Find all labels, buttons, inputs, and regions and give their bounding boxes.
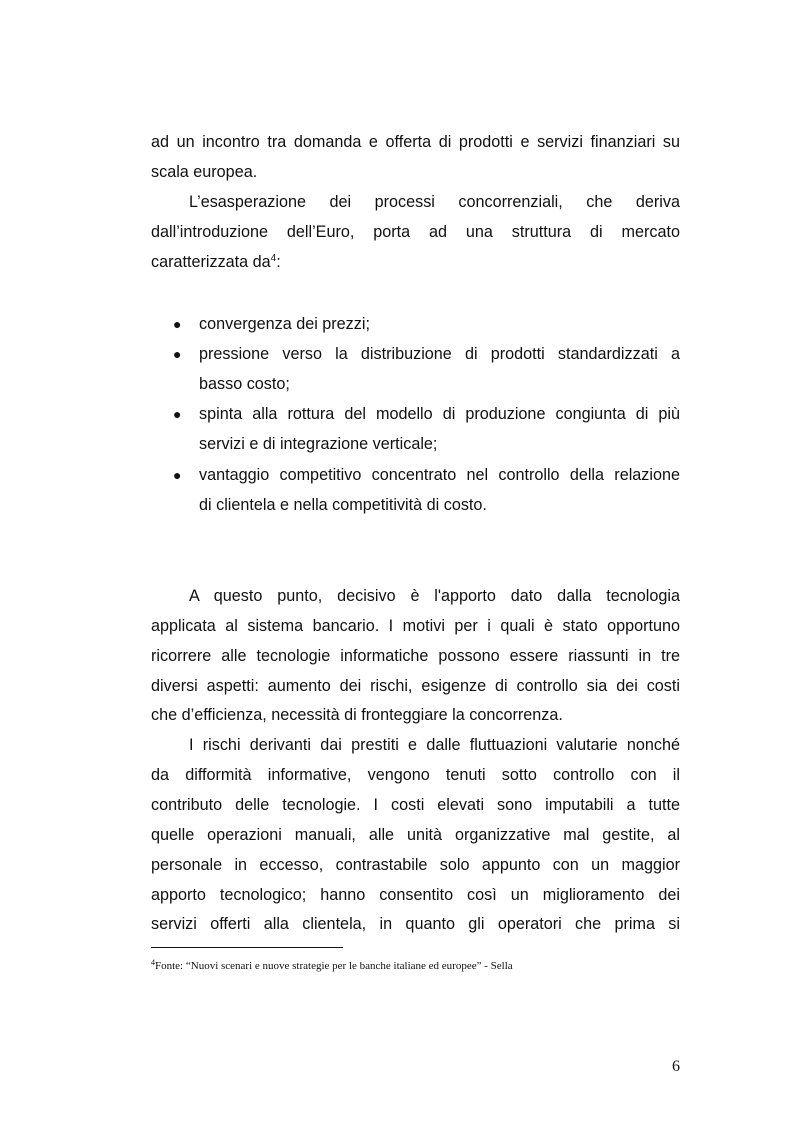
- footnote-text: Fonte: “Nuovi scenari e nuove strategie per le banche italiane ed europee” - Sella: [155, 960, 513, 972]
- paragraph-line: quelle operazioni manuali, alle unità organizzative mal gestite, al: [151, 826, 680, 844]
- footnote-separator: [151, 947, 343, 948]
- paragraph-line: [151, 247, 680, 277]
- paragraph-line: contributo delle tecnologie. I costi elevati sono imputabili a tutte: [151, 796, 680, 814]
- list-item-continuation: servizi e di integrazione verticale;: [199, 435, 438, 453]
- paragraph-text: caratterizzata da: [151, 253, 271, 271]
- paragraph-line: diversi aspetti: aumento dei rischi, esigenze di controllo sia dei costi: [151, 677, 680, 695]
- paragraph-line: che d’efficienza, necessità di fronteggiare la concorrenza.: [151, 706, 563, 724]
- paragraph-line: da difformità informative, vengono tenuti sotto controllo con il: [151, 766, 680, 784]
- footnote-number: 4: [151, 958, 155, 967]
- paragraph-line: apporto tecnologico; hanno consentito così un miglioramento dei: [151, 886, 680, 904]
- paragraph-line: applicata al sistema bancario. I motivi per i quali è stato opportuno: [151, 617, 680, 635]
- paragraph-line: personale in eccesso, contrastabile solo appunto con un maggior: [151, 856, 680, 874]
- list-item: spinta alla rottura del modello di produzione congiunta di più: [199, 405, 680, 423]
- paragraph-line: servizi offerti alla clientela, in quanto gli operatori che prima si: [151, 915, 680, 933]
- bullet-icon: ●: [173, 467, 182, 483]
- list-item-continuation: di clientela e nella competitività di costo.: [199, 496, 487, 514]
- list-item-continuation: basso costo;: [199, 375, 290, 393]
- page-number: 6: [672, 1058, 680, 1075]
- paragraph-punctuation: :: [276, 253, 281, 271]
- footnote: [151, 958, 680, 974]
- paragraph-line: ad un incontro tra domanda e offerta di prodotti e servizi finanziari su: [151, 133, 680, 151]
- paragraph-line: I rischi derivanti dai prestiti e dalle fluttuazioni valutarie nonché: [189, 736, 680, 754]
- list-item: vantaggio competitivo concentrato nel controllo della relazione: [199, 466, 680, 484]
- paragraph-line: dall’introduzione dell’Euro, porta ad una struttura di mercato: [151, 223, 680, 241]
- paragraph-line: L’esasperazione dei processi concorrenziali, che deriva: [189, 193, 680, 211]
- bullet-icon: ●: [173, 316, 182, 332]
- paragraph-line: ricorrere alle tecnologie informatiche possono essere riassunti in tre: [151, 647, 680, 665]
- bullet-icon: ●: [173, 346, 182, 362]
- paragraph-line: A questo punto, decisivo è l'apporto dato dalla tecnologia: [189, 587, 680, 605]
- list-item: pressione verso la distribuzione di prodotti standardizzati a: [199, 345, 680, 363]
- bullet-icon: ●: [173, 406, 182, 422]
- footnote-reference: 4: [270, 253, 277, 264]
- list-item: convergenza dei prezzi;: [199, 315, 370, 333]
- paragraph-line: scala europea.: [151, 163, 258, 181]
